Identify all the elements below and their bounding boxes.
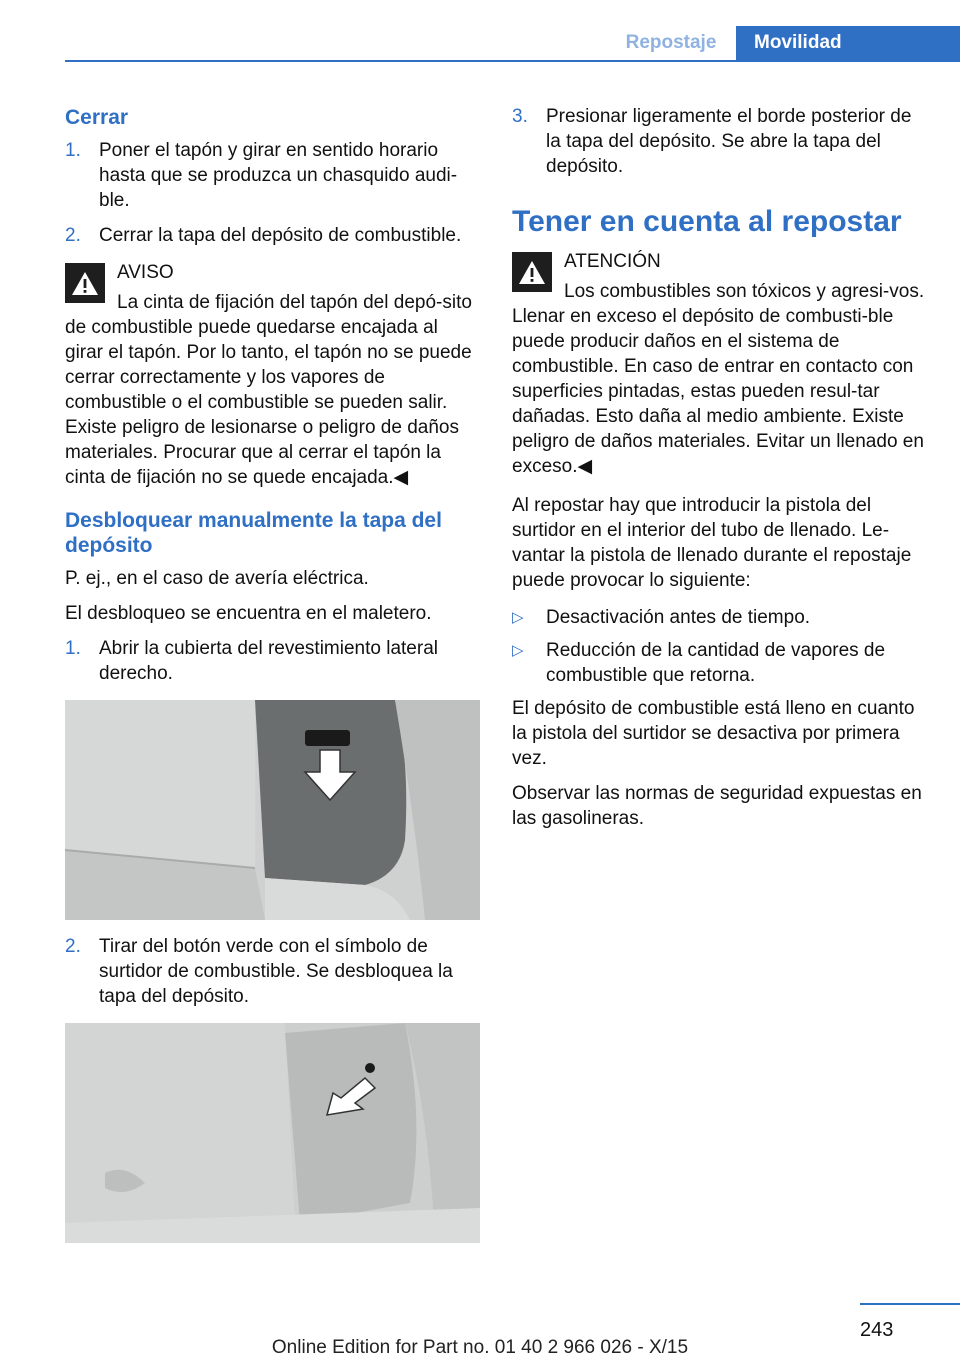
step-text: Abrir la cubierta del revestimiento lateral derecho. [99, 638, 438, 684]
step-text: Tirar del botón verde con el símbolo de surtidor de combustible. Se desbloquea la tapa del depósito. [99, 936, 453, 1007]
bullet-text: Desactivación antes de tiempo. [546, 607, 811, 628]
paragraph-safety: Observar las normas de seguridad expuestas en las gasolineras. [512, 783, 922, 829]
warning-triangle-icon [512, 252, 552, 292]
triangle-bullet-icon: ▷ [512, 609, 524, 626]
heading-close: Cerrar [65, 106, 129, 129]
unlock-step-3 [512, 104, 927, 179]
attention-text: Los combustibles son tóxicos y agresi‐vos. Llenar en exceso el depósito de combusti‐ble puede producir daños en el sistema de combustible. En caso de entrar en contacto con superficies pintadas, estas pueden resul‐tar dañadas. Esto daña al medio ambiente. Existe peligro de daños materiales. Evitar un llenado en exceso.◀ [512, 281, 925, 477]
header-chapter-tab: Movilidad [736, 26, 960, 62]
edition-footer: Online Edition for Part no. 01 40 2 966 026 - X/15 [271, 1337, 689, 1358]
header-rule [65, 60, 960, 62]
attention-label: ATENCIÓN [564, 251, 661, 272]
bullet-text: Reducción de la cantidad de vapores de combustible que retorna. [546, 640, 886, 686]
bullet-item [512, 638, 927, 688]
attention-box [512, 249, 927, 479]
notice-text: La cinta de fijación del tapón del depó‐sito de combustible puede quedarse encajada al girar el tapón. Por lo tanto, el tapón no se puede cerrar correctamente y los vapores de combustible o el combustible se pueden salir. Existe peligro de lesionarse o peligro de daños materiales. Procurar que al cerrar el tapón la cinta de fijación no se quede encajada.◀ [65, 292, 472, 488]
step-number: 3. [512, 106, 528, 127]
trunk-side-panel-photo [65, 700, 480, 920]
warning-triangle-icon [65, 263, 105, 303]
left-column [65, 100, 480, 1243]
paragraph-example: P. ej., en el caso de avería eléctrica. [65, 568, 369, 589]
step-text: Presionar ligeramente el borde posterior de la tapa del depósito. Se abre la tapa del depósito. [546, 106, 912, 177]
step-text: Cerrar la tapa del depósito de combustible. [99, 225, 462, 246]
heading-refuel-notes: Tener en cuenta al repostar [512, 205, 902, 238]
step-number: 1. [65, 638, 81, 659]
close-step-1 [65, 138, 480, 213]
page-number: 243 [860, 1319, 894, 1341]
notice-box [65, 260, 480, 490]
paragraph-tank-full: El depósito de combustible está lleno en cuanto la pistola del surtidor se desactiva por primera vez. [512, 698, 915, 769]
bullet-item [512, 605, 927, 630]
step-number: 2. [65, 936, 81, 957]
unlock-step-1 [65, 636, 480, 686]
fuel-release-button-photo [65, 1023, 480, 1243]
step-number: 2. [65, 225, 81, 246]
paragraph-refuel-intro: Al repostar hay que introducir la pistola del surtidor en el interior del tubo de llenado. Le‐vantar la pistola de llenado durante el repostaje puede provocar lo siguiente: [512, 495, 912, 591]
heading-manual-unlock: Desbloquear manualmente la tapa del depósito [65, 509, 442, 557]
notice-label: AVISO [117, 262, 174, 283]
close-step-2 [65, 223, 480, 248]
step-text: Poner el tapón y girar en sentido horario hasta que se produzca un chasquido audi‐ble. [99, 140, 458, 211]
step-number: 1. [65, 140, 81, 161]
triangle-bullet-icon: ▷ [512, 642, 524, 659]
unlock-step-2 [65, 934, 480, 1009]
footer-rule [860, 1303, 960, 1305]
header-section-tab: Repostaje [625, 32, 717, 53]
right-column [512, 100, 927, 831]
paragraph-location: El desbloqueo se encuentra en el maletero. [65, 603, 432, 624]
